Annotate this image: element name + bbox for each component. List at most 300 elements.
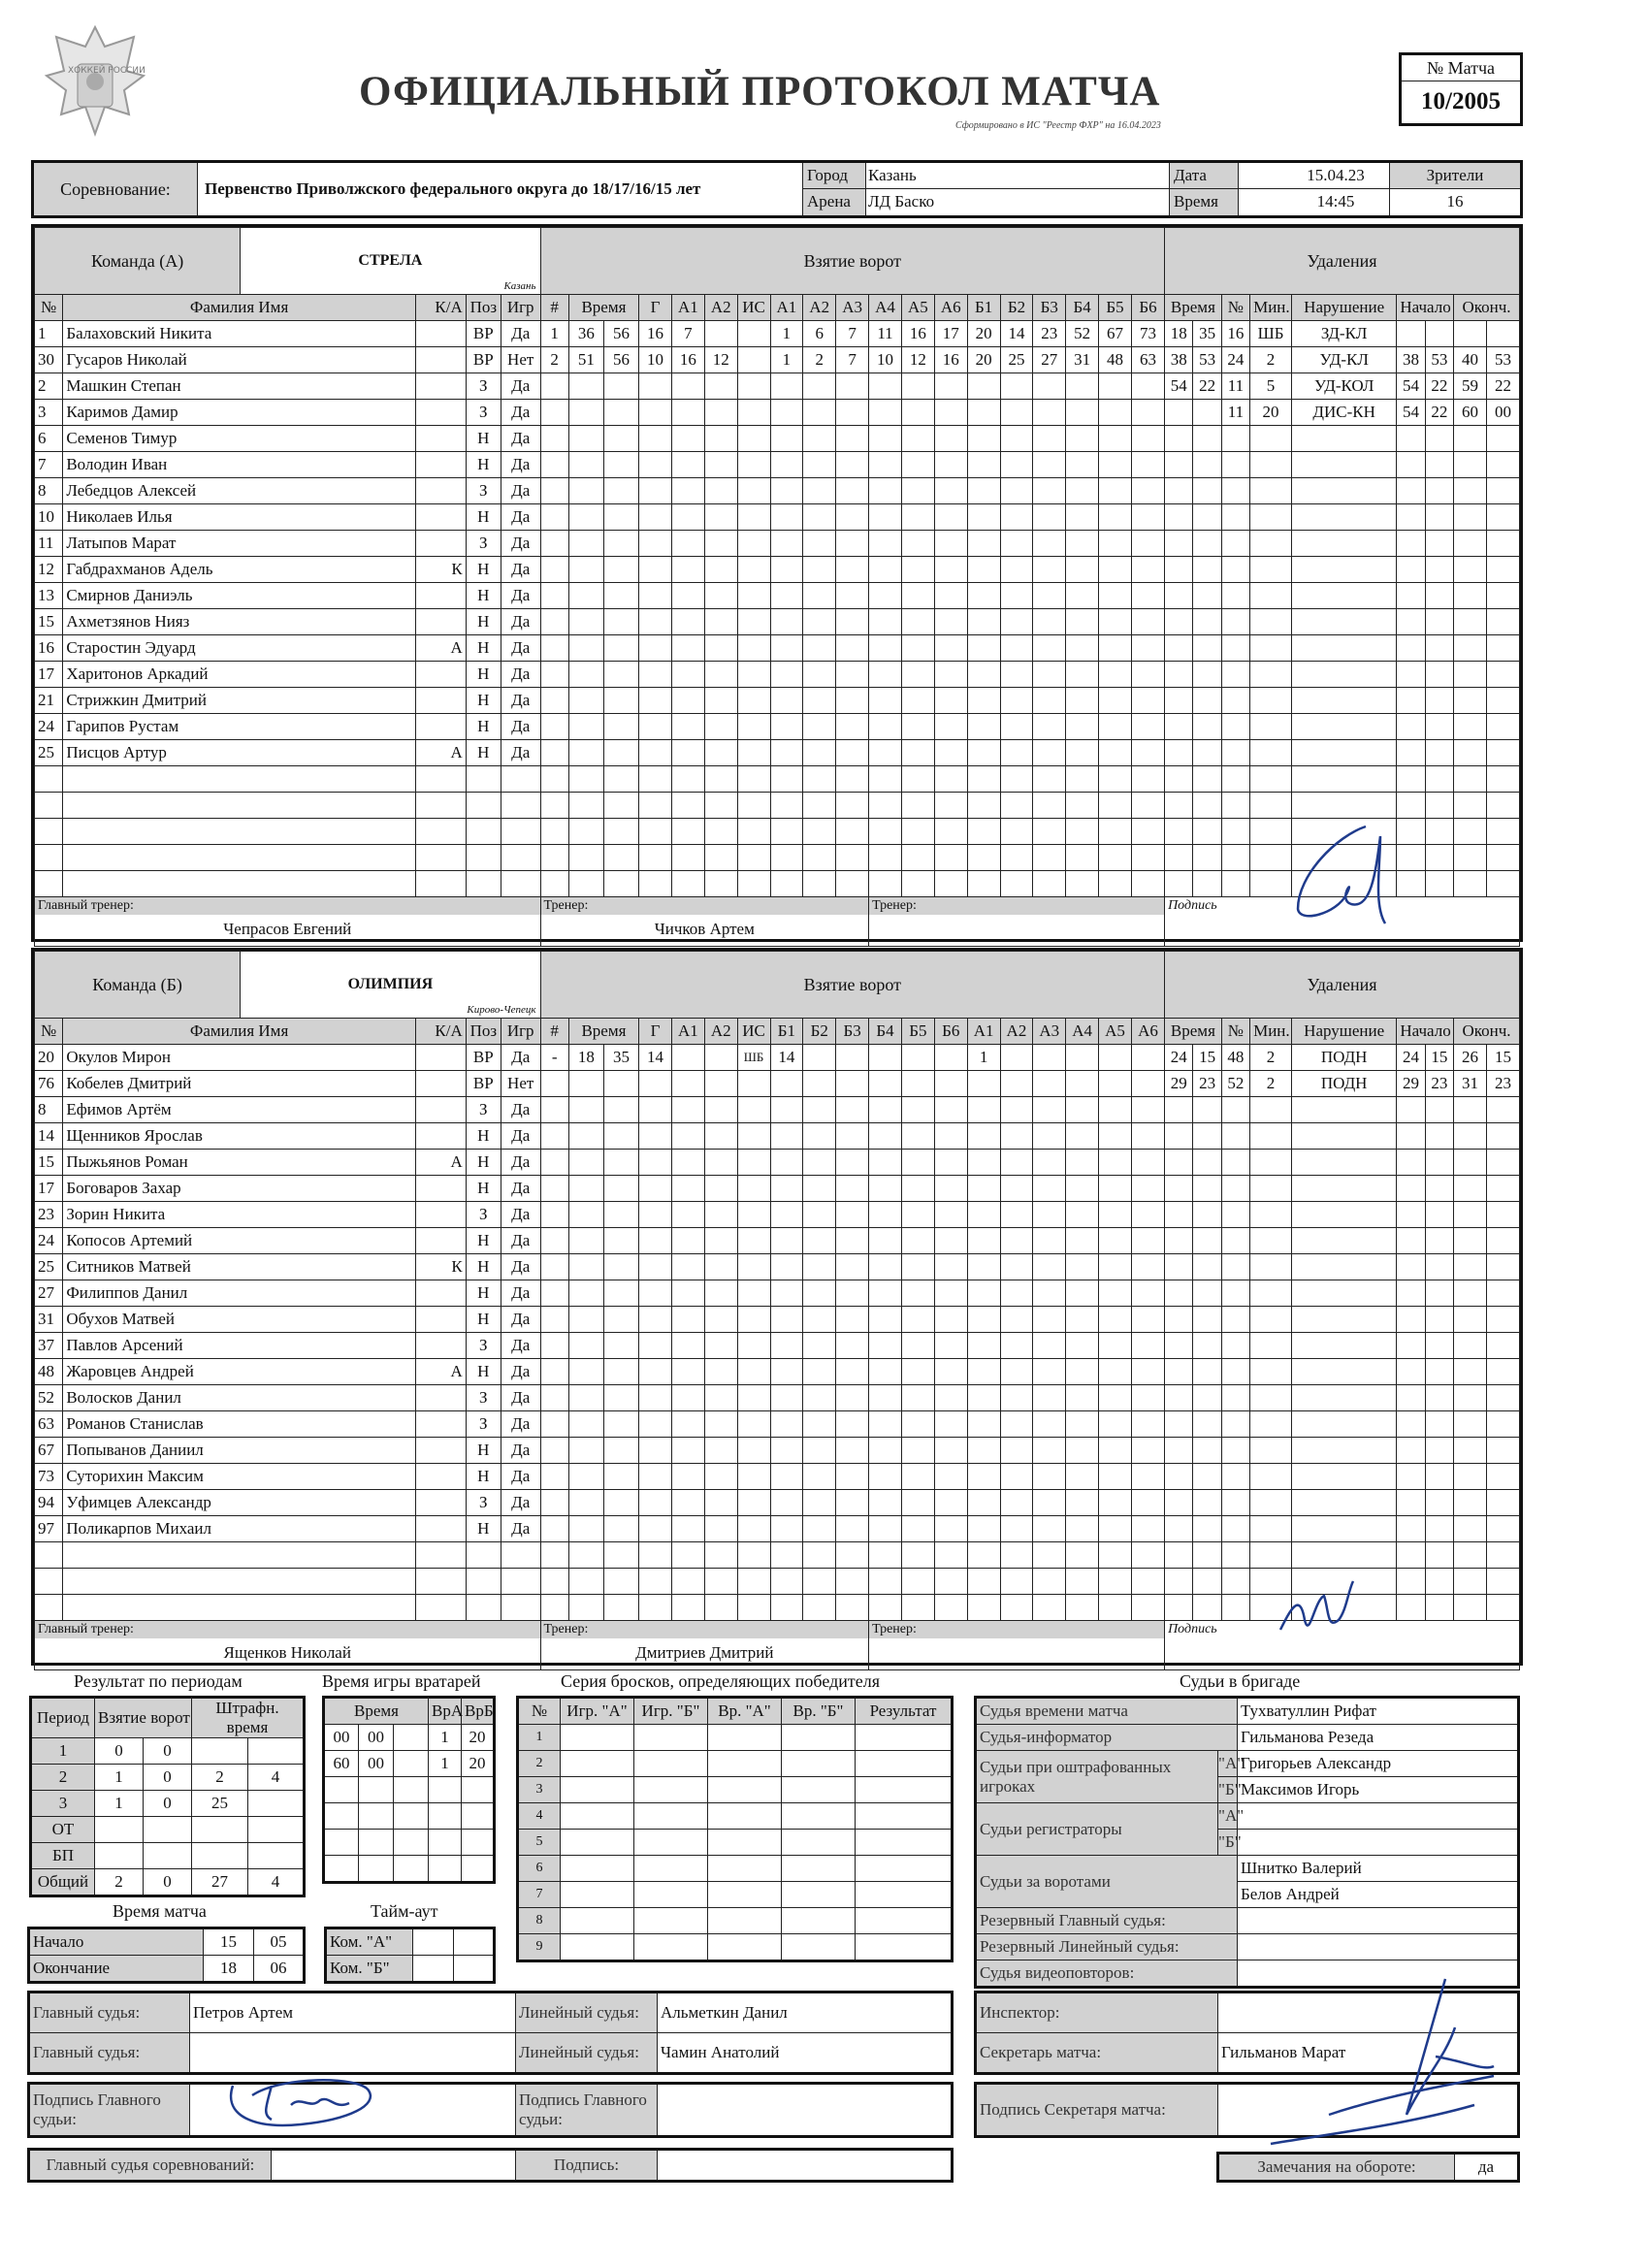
player-name: Габдрахманов Адель [63, 557, 416, 583]
empty-cell [1099, 1595, 1132, 1621]
head-coach-cell [35, 897, 541, 947]
player-name: Жаровцев Андрей [63, 1359, 416, 1385]
player-position: Н [466, 1254, 501, 1280]
empty-cell [803, 1280, 836, 1307]
empty-cell [901, 1438, 934, 1464]
empty-cell [770, 1097, 803, 1123]
empty-cell [603, 373, 638, 400]
player-played: Нет [501, 1071, 540, 1097]
empty-cell [540, 845, 568, 871]
empty-cell [1425, 1280, 1453, 1307]
empty-cell [869, 609, 902, 635]
empty-cell [603, 400, 638, 426]
pen-start-min: 24 [1397, 1045, 1425, 1071]
empty-cell [803, 714, 836, 740]
empty-cell [704, 583, 737, 609]
competition-label: Соревнование: [34, 163, 198, 215]
col-on-ice-opp: Б4 [1066, 295, 1099, 321]
player-captain [415, 1280, 466, 1307]
period-pim-b [248, 1817, 305, 1843]
empty-cell [415, 766, 466, 793]
empty-cell [1291, 1542, 1396, 1569]
empty-cell [603, 1595, 638, 1621]
empty-cell [1131, 845, 1164, 871]
player-name: Ефимов Артём [63, 1097, 416, 1123]
table-row [35, 531, 1520, 557]
empty-cell [934, 478, 967, 504]
empty-cell [1454, 478, 1487, 504]
empty-cell [704, 1254, 737, 1280]
player-played: Да [501, 662, 540, 688]
team-name-cell [241, 952, 540, 1019]
empty-cell [901, 871, 934, 897]
empty-cell [1250, 609, 1292, 635]
empty-cell [737, 1542, 770, 1569]
empty-cell [901, 1359, 934, 1385]
empty-cell [359, 1856, 394, 1883]
empty-cell [803, 1097, 836, 1123]
empty-cell [708, 1830, 782, 1856]
empty-cell [1221, 1595, 1249, 1621]
empty-cell [901, 1097, 934, 1123]
empty-cell [708, 1751, 782, 1777]
empty-cell [603, 793, 638, 819]
empty-cell [803, 1307, 836, 1333]
empty-cell [466, 845, 501, 871]
inspector-label: Инспектор: [976, 1993, 1218, 2033]
table-row [35, 1045, 1520, 1071]
empty-cell [1000, 1280, 1033, 1307]
empty-cell [1165, 1490, 1193, 1516]
empty-cell [1250, 1464, 1292, 1490]
player-position: ВР [466, 321, 501, 347]
empty-cell [324, 1777, 359, 1803]
empty-cell [869, 426, 902, 452]
empty-cell [1221, 1176, 1249, 1202]
player-number: 17 [35, 1176, 63, 1202]
player-name: Филиппов Данил [63, 1280, 416, 1307]
empty-cell [1291, 766, 1396, 793]
player-captain [415, 1438, 466, 1464]
empty-cell [967, 1150, 1000, 1176]
empty-cell [934, 1490, 967, 1516]
empty-cell [671, 452, 704, 478]
empty-cell [1033, 845, 1066, 871]
empty-cell [1291, 1097, 1396, 1123]
empty-cell [671, 531, 704, 557]
empty-cell [901, 400, 934, 426]
empty-cell [836, 1307, 869, 1333]
empty-cell [540, 531, 568, 557]
period-goals-b: 0 [144, 1791, 192, 1817]
empty-cell [1099, 1333, 1132, 1359]
empty-cell [1486, 1569, 1519, 1595]
pen-minute: 24 [1165, 1045, 1193, 1071]
empty-cell [639, 1490, 672, 1516]
empty-cell [1099, 688, 1132, 714]
empty-cell [429, 1803, 462, 1830]
pen-second: 22 [1193, 373, 1221, 400]
col-pen-min: Мин. [1250, 295, 1292, 321]
table-row [324, 1751, 495, 1777]
period-goals-a: 0 [95, 1738, 144, 1765]
empty-cell [1131, 1123, 1164, 1150]
empty-cell [1454, 688, 1487, 714]
empty-cell [1486, 1123, 1519, 1150]
empty-cell [1221, 635, 1249, 662]
player-number: 31 [35, 1307, 63, 1333]
player-captain [415, 583, 466, 609]
empty-cell [639, 426, 672, 452]
empty-cell [568, 740, 603, 766]
player-position: Н [466, 426, 501, 452]
empty-cell [967, 583, 1000, 609]
empty-cell [671, 845, 704, 871]
empty-cell [1425, 478, 1453, 504]
pen-end-min: 26 [1454, 1045, 1487, 1071]
empty-cell [394, 1856, 429, 1883]
empty-cell [869, 766, 902, 793]
empty-cell [803, 1516, 836, 1542]
empty-cell [1193, 1595, 1221, 1621]
player-played: Да [501, 504, 540, 531]
player-position: ВР [466, 1071, 501, 1097]
empty-cell [803, 1595, 836, 1621]
empty-cell [708, 1777, 782, 1803]
empty-cell [869, 1307, 902, 1333]
empty-cell [1193, 1438, 1221, 1464]
empty-cell [540, 557, 568, 583]
empty-cell [1066, 426, 1099, 452]
coach-cell-2 [869, 897, 1165, 947]
empty-cell [639, 1464, 672, 1490]
empty-cell [1397, 1438, 1425, 1464]
empty-cell [359, 1830, 394, 1856]
empty-cell [770, 609, 803, 635]
start-label: Начало [29, 1928, 204, 1956]
empty-cell [1165, 793, 1193, 819]
col-on-ice-opp: А2 [1000, 1019, 1033, 1045]
empty-cell [1425, 1150, 1453, 1176]
empty-cell [568, 531, 603, 557]
empty-cell [836, 531, 869, 557]
on-ice-opp-player: 1 [967, 1045, 1000, 1071]
signature-coach-a [1278, 817, 1405, 933]
empty-cell [1291, 1490, 1396, 1516]
empty-cell [869, 1385, 902, 1411]
empty-cell [1099, 1228, 1132, 1254]
table-row [35, 1385, 1520, 1411]
empty-cell [1486, 452, 1519, 478]
player-captain [415, 662, 466, 688]
empty-cell [967, 1385, 1000, 1411]
empty-cell [869, 1123, 902, 1150]
empty-cell [1454, 426, 1487, 452]
empty-cell [1454, 1307, 1487, 1333]
empty-cell [934, 1569, 967, 1595]
player-played: Да [501, 478, 540, 504]
empty-cell [1099, 740, 1132, 766]
shootout-col: Вр. "А" [708, 1698, 782, 1725]
goal-scorer: 16 [639, 321, 672, 347]
empty-cell [540, 426, 568, 452]
empty-cell [1033, 793, 1066, 819]
empty-cell [1454, 845, 1487, 871]
chief-ref-label: Главный судья соревнований: [29, 2150, 272, 2182]
on-ice-opp-player: 25 [1000, 347, 1033, 373]
empty-cell [967, 1254, 1000, 1280]
empty-cell [671, 1280, 704, 1307]
empty-cell [1193, 1150, 1221, 1176]
empty-cell [704, 1202, 737, 1228]
empty-cell [803, 373, 836, 400]
table-row [35, 504, 1520, 531]
player-captain [415, 1490, 466, 1516]
empty-cell [869, 1202, 902, 1228]
empty-cell [1193, 478, 1221, 504]
empty-cell [1066, 583, 1099, 609]
tag-b: "Б" [1218, 1830, 1238, 1856]
empty-cell [1221, 557, 1249, 583]
empty-cell [1397, 1280, 1425, 1307]
empty-cell [770, 1202, 803, 1228]
empty-cell [1033, 662, 1066, 688]
empty-cell [1066, 1123, 1099, 1150]
empty-cell [1454, 609, 1487, 635]
empty-cell [1000, 1228, 1033, 1254]
shootout-title: Серия бросков, определяющих победителя [561, 1671, 881, 1691]
player-name: Боговаров Захар [63, 1176, 416, 1202]
empty-cell [737, 1176, 770, 1202]
empty-cell [737, 1333, 770, 1359]
empty-cell [1000, 871, 1033, 897]
period-pim-a: 25 [192, 1791, 248, 1817]
empty-cell [466, 819, 501, 845]
empty-cell [639, 1359, 672, 1385]
empty-cell [704, 871, 737, 897]
line-ref-label-2: Линейный судья: [516, 2033, 658, 2074]
empty-cell [1221, 740, 1249, 766]
shootout-number: 1 [518, 1725, 561, 1751]
empty-cell [967, 426, 1000, 452]
empty-cell [901, 1490, 934, 1516]
empty-cell [1000, 1490, 1033, 1516]
player-captain [415, 1045, 466, 1071]
empty-cell [415, 1595, 466, 1621]
empty-cell [1099, 1202, 1132, 1228]
empty-cell [836, 1254, 869, 1280]
empty-cell [856, 1803, 953, 1830]
gt-goalie-b: 20 [462, 1751, 495, 1777]
empty-cell [1454, 504, 1487, 531]
empty-cell [704, 740, 737, 766]
empty-cell [671, 662, 704, 688]
empty-cell [1066, 1202, 1099, 1228]
empty-cell [1397, 583, 1425, 609]
empty-cell [1454, 1569, 1487, 1595]
empty-cell [967, 1464, 1000, 1490]
empty-cell [1425, 819, 1453, 845]
empty-cell [603, 819, 638, 845]
empty-cell [639, 1097, 672, 1123]
empty-cell [429, 1856, 462, 1883]
empty-cell [63, 1542, 416, 1569]
empty-cell [671, 373, 704, 400]
empty-cell [836, 793, 869, 819]
period-pim-b: 4 [248, 1765, 305, 1791]
table-row [518, 1830, 953, 1856]
col-on-ice-opp: Б5 [1099, 295, 1132, 321]
empty-cell [1165, 609, 1193, 635]
empty-cell [1397, 793, 1425, 819]
empty-cell [671, 1150, 704, 1176]
empty-cell [1165, 740, 1193, 766]
empty-cell [770, 740, 803, 766]
empty-cell [1397, 1411, 1425, 1438]
player-number: 6 [35, 426, 63, 452]
empty-cell [803, 583, 836, 609]
player-name: Волосков Данил [63, 1385, 416, 1411]
logo [37, 17, 153, 153]
empty-cell [603, 426, 638, 452]
empty-cell [1165, 1254, 1193, 1280]
empty-cell [671, 426, 704, 452]
empty-cell [934, 1333, 967, 1359]
period-goals-b: 0 [144, 1765, 192, 1791]
empty-cell [836, 740, 869, 766]
player-number: 52 [35, 1385, 63, 1411]
empty-cell [967, 1307, 1000, 1333]
goal-scorer: 14 [639, 1045, 672, 1071]
player-number: 21 [35, 688, 63, 714]
col-played: Игр [501, 1019, 540, 1045]
period-goals-a: 1 [95, 1765, 144, 1791]
empty-cell [737, 871, 770, 897]
empty-cell [704, 557, 737, 583]
empty-cell [540, 1176, 568, 1202]
goal-assist-2 [704, 1045, 737, 1071]
empty-cell [836, 1176, 869, 1202]
pen-end-sec: 22 [1486, 373, 1519, 400]
pen-minute: 54 [1165, 373, 1193, 400]
empty-cell [967, 740, 1000, 766]
empty-cell [568, 583, 603, 609]
empty-cell [634, 1908, 708, 1934]
start-hour: 15 [204, 1928, 254, 1956]
col-no: № [35, 295, 63, 321]
empty-cell [1425, 583, 1453, 609]
empty-cell [603, 1280, 638, 1307]
empty-cell [1221, 1542, 1249, 1569]
pen-player: 16 [1221, 321, 1249, 347]
empty-cell [671, 1595, 704, 1621]
empty-cell [540, 1411, 568, 1438]
empty-cell [1221, 452, 1249, 478]
empty-cell [671, 871, 704, 897]
empty-cell [770, 1359, 803, 1385]
pen-end-sec: 53 [1486, 347, 1519, 373]
start-minute: 05 [254, 1928, 305, 1956]
empty-cell [1221, 609, 1249, 635]
table-row [324, 1725, 495, 1751]
player-position: Н [466, 714, 501, 740]
empty-cell [1099, 1516, 1132, 1542]
player-captain [415, 1333, 466, 1359]
empty-cell [1131, 583, 1164, 609]
on-ice-player: 11 [869, 321, 902, 347]
empty-cell [568, 819, 603, 845]
empty-cell [568, 714, 603, 740]
player-played: Да [501, 452, 540, 478]
sig-main-ref-label-2: Подпись Главного судьи: [516, 2084, 658, 2137]
empty-cell [934, 1150, 967, 1176]
empty-cell [671, 1228, 704, 1254]
empty-cell [836, 609, 869, 635]
empty-cell [1033, 1097, 1066, 1123]
player-position: Н [466, 609, 501, 635]
empty-cell [1033, 1411, 1066, 1438]
empty-cell [782, 1777, 856, 1803]
col-on-ice: Б6 [934, 1019, 967, 1045]
empty-cell [1250, 1385, 1292, 1411]
empty-cell [1486, 662, 1519, 688]
pen-minute: 29 [1165, 1071, 1193, 1097]
empty-cell [671, 400, 704, 426]
empty-cell [634, 1830, 708, 1856]
empty-cell [1425, 1333, 1453, 1359]
on-ice-player: 12 [901, 347, 934, 373]
city: Казань [868, 166, 917, 184]
shootout-col: № [518, 1698, 561, 1725]
empty-cell [1425, 1595, 1453, 1621]
empty-cell [671, 557, 704, 583]
head-coach: Чепрасов Евгений [223, 920, 352, 938]
empty-cell [1066, 400, 1099, 426]
empty-cell [704, 531, 737, 557]
empty-cell [603, 1254, 638, 1280]
empty-cell [671, 504, 704, 531]
empty-cell [1486, 845, 1519, 871]
empty-cell [1291, 1123, 1396, 1150]
empty-cell [1221, 845, 1249, 871]
empty-cell [1291, 793, 1396, 819]
empty-cell [934, 400, 967, 426]
empty-cell [1066, 1542, 1099, 1569]
player-position: ВР [466, 1045, 501, 1071]
empty-cell [1486, 1333, 1519, 1359]
empty-cell [634, 1803, 708, 1830]
player-position: Н [466, 662, 501, 688]
empty-cell [1066, 635, 1099, 662]
empty-cell [1000, 609, 1033, 635]
empty-cell [671, 1202, 704, 1228]
col-gt-b: ВрБ [462, 1698, 495, 1725]
empty-cell [934, 1097, 967, 1123]
team-b-grid [34, 951, 1520, 1670]
empty-cell [967, 373, 1000, 400]
empty-cell [1250, 504, 1292, 531]
empty-cell [836, 1228, 869, 1254]
empty-cell [1425, 766, 1453, 793]
empty-cell [671, 740, 704, 766]
empty-cell [501, 845, 540, 871]
empty-cell [1131, 1385, 1164, 1411]
empty-cell [1291, 688, 1396, 714]
empty-cell [901, 1202, 934, 1228]
player-name: Обухов Матвей [63, 1307, 416, 1333]
empty-cell [639, 1280, 672, 1307]
empty-cell [737, 714, 770, 740]
